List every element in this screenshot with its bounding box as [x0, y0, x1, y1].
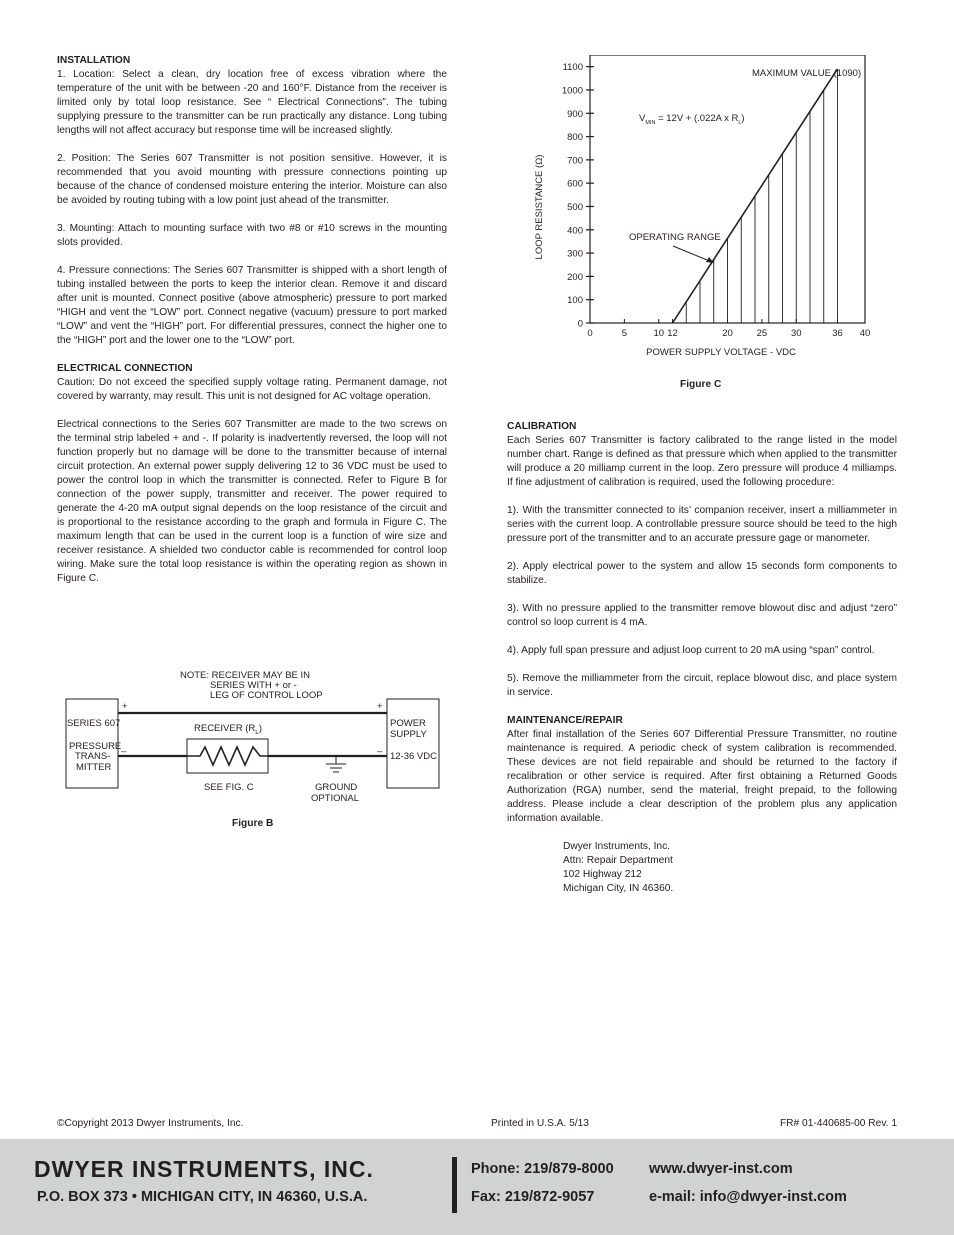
figure-b-caption: Figure B	[232, 818, 274, 829]
y-tick-label: 800	[567, 132, 583, 144]
electrical-heading: ELECTRICAL CONNECTION	[57, 363, 193, 374]
company-banner	[0, 1139, 954, 1235]
ground-label-line1: GROUND	[315, 782, 358, 793]
power-supply-box	[387, 699, 439, 788]
see-fig-c-label: SEE FIG. C	[204, 782, 254, 793]
repair-address	[563, 840, 897, 896]
footer-line	[57, 1118, 897, 1132]
website-link[interactable]: www.dwyer-inst.com	[649, 1161, 793, 1177]
fig-b-note-line1: NOTE: RECEIVER MAY BE IN	[180, 670, 311, 681]
receiver-label: RECEIVER $(R_L)$	[194, 723, 263, 736]
installation-location: 1. Location: Select a clean, dry location free of excess vibration where the temperature of the unit with be between -20 and 160°F. Distance from the receiver is limited only by total loop resistance. See “ Electrical Connections”. The tubing supplying pressure to the transmitter can be run practically any distance. Long tubing lengths will not affect accuracy but response time will be increased slightly.	[57, 69, 447, 136]
left-box-line4: MITTER	[76, 762, 112, 773]
x-tick-label: 5	[621, 328, 628, 339]
x-tick-label: 25	[756, 328, 768, 339]
email-link[interactable]: e-mail: info@dwyer-inst.com	[649, 1189, 847, 1205]
calibration-step2: 2). Apply electrical power to the system and allow 15 seconds form components to stabilize.	[507, 561, 897, 586]
right-box-line2: SUPPLY	[390, 729, 427, 740]
installation-position: 2. Position: The Series 607 Transmitter is not position sensitive. However, it is recommended that you avoid mounting with pressure connections pointing up because of the chance of condensed moisture entering the interior. Moisture can also be avoided by routing tubing with a low point just ahead of the transmitter.	[57, 153, 447, 206]
y-axis-label: LOOP RESISTANCE (Ω)	[534, 154, 545, 260]
address-line1: Dwyer Instruments, Inc.	[563, 841, 670, 852]
x-tick-label: 20	[722, 328, 733, 339]
left-box-line3: TRANS-	[75, 751, 111, 762]
figure-c-chart	[525, 55, 875, 365]
left-box-line1: SERIES 607	[67, 718, 121, 729]
x-tick-label: 12	[667, 328, 678, 339]
figure-c-caption: Figure C	[680, 379, 722, 390]
banner-divider	[452, 1157, 457, 1213]
y-tick-label: 1000	[561, 85, 583, 97]
calibration-step3: 3). With no pressure applied to the transmitter remove blowout disc and adjust “zero” control so loop current is 4 mA.	[507, 603, 897, 628]
y-tick-label: 300	[567, 248, 583, 260]
copyright: ©Copyright 2013 Dwyer Instruments, Inc.	[57, 1118, 244, 1129]
installation-mounting: 3. Mounting: Attach to mounting surface with two #8 or #10 screws in the mounting slots provided.	[57, 223, 447, 248]
calibration-step5: 5). Remove the milliammeter from the circuit, replace blowout disc, and place system in service.	[507, 673, 897, 698]
x-tick-label: 36	[832, 328, 843, 339]
fig-b-note-line3: LEG OF CONTROL LOOP	[210, 690, 323, 701]
resistor-symbol	[187, 747, 268, 765]
right-column	[507, 420, 897, 896]
ground-label-line2: OPTIONAL	[311, 793, 360, 804]
left-column	[57, 54, 447, 586]
right-minus: –	[377, 746, 383, 757]
operating-range-annotation: OPERATING RANGE	[629, 232, 721, 243]
y-tick-label: 600	[567, 178, 583, 190]
form-number: FR# 01-440685-00 Rev. 1	[779, 1118, 897, 1129]
installation-heading: INSTALLATION	[57, 55, 131, 66]
x-tick-label: 30	[790, 328, 802, 339]
right-box-line1: POWER	[390, 718, 426, 729]
calibration-intro: Each Series 607 Transmitter is factory calibrated to the range listed in the model number chart. Range is defined as that pressure which when applied to the transmitter will produce a 20 milliamp current in the loop. Zero pressure will produce 4 milliamps. If fine adjustment of calibration is required, used the following procedure:	[507, 435, 897, 488]
right-box-line3: 12-36 VDC	[390, 751, 437, 762]
x-axis-label: POWER SUPPLY VOLTAGE - VDC	[646, 347, 796, 358]
company-address: P.O. BOX 373 • MICHIGAN CITY, IN 46360, U.S.A.	[37, 1189, 368, 1205]
calibration-step4: 4). Apply full span pressure and adjust loop current to 20 mA using “span” control.	[507, 645, 875, 656]
y-tick-label: 900	[567, 108, 583, 120]
address-line2: Attn: Repair Department	[563, 855, 673, 866]
printed-in: Printed in U.S.A. 5/13	[491, 1118, 589, 1129]
maintenance-heading: MAINTENANCE/REPAIR	[507, 715, 623, 726]
formula-annotation: $V_{MIN} = 12V + (.022A$ x $R_L$)	[639, 113, 745, 126]
maintenance-body: After final installation of the Series 607 Differential Pressure Transmitter, no routine maintenance is required. A periodic check of system calibration is recommended. These devices are not field repairable and should be returned to the factory if recalibration or other service is required. After first obtaining a Returned Goods Authorization (RGA) number, send the material, freight prepaid, to the following address. Please include a clear description of the problem plus any application information available.	[507, 729, 897, 824]
y-tick-label: 100	[567, 295, 583, 307]
left-minus: –	[121, 746, 127, 757]
y-tick-label: 400	[567, 225, 583, 237]
y-tick-label: 200	[567, 271, 583, 283]
electrical-caution: Caution: Do not exceed the specified supply voltage rating. Permanent damage, not covered by warranty, may result. This unit is not designed for AC voltage operation.	[57, 377, 447, 402]
company-name: DWYER INSTRUMENTS, INC.	[34, 1156, 374, 1182]
calibration-step1: 1). With the transmitter connected to its’ companion receiver, insert a milliammeter in series with the current loop. A controllable pressure source should be teed to the high pressure port of the transmitter and to an accurate pressure gage or manometer.	[507, 505, 897, 544]
y-tick-label: 0	[577, 318, 583, 330]
x-tick-label: 40	[859, 328, 871, 339]
address-line4: Michigan City, IN 46360.	[563, 883, 674, 894]
electrical-body: Electrical connections to the Series 607 Transmitter are made to the two screws on the terminal strip labeled + and -. If polarity is inadvertently reversed, the loop will not function properly but no damage will be done to the transmitter because of internal circuit protection. An external power supply delivering 12 to 36 VDC must be used to power the control loop in which the transmitter is connected. Refer to Figure B for connection of the power supply, transmitter and receiver. The power required to generate the 4-20 mA output signal depends on the loop resistance of the circuit and is proportional to the resistance according to the graph and formula in Figure C. The maximum length that can be used in the current loop is a function of wire size and receiver resistance. A shielded two conductor cable is recommended for control loop wiring. Make sure the total loop resistance is within the operating region as shown in Figure C.	[57, 419, 447, 584]
max-value-annotation: MAXIMUM VALUE (1090)	[752, 68, 862, 79]
left-box-line2: PRESSURE	[69, 741, 122, 752]
operating-range-arrow	[673, 246, 712, 262]
installation-pressure-connections: 4. Pressure connections: The Series 607 Transmitter is shipped with a short length of tubing installed between the ports to keep the interior clean. Remove it and discard after unit is mounted. Connect positive (above atmospheric) pressure to port marked “HIGH and vent the “LOW” port. Connect negative (vacuum) pressure to port marked “LOW” and vent the “HIGH” port. For differential pressures, connect the higher one to the “HIGH” port and the lower one to the “LOW” port.	[57, 265, 447, 346]
phone-number: Phone: 219/879-8000	[471, 1161, 614, 1177]
y-tick-label: 700	[567, 155, 583, 167]
address-line3: 102 Highway 212	[563, 869, 642, 880]
right-plus: +	[377, 701, 383, 712]
left-plus: +	[122, 701, 128, 712]
x-tick-label: 10	[653, 328, 665, 339]
y-tick-label: 1100	[562, 62, 583, 74]
figure-b-wiring-diagram	[55, 660, 455, 820]
x-tick-label: 0	[587, 328, 593, 339]
fax-number: Fax: 219/872-9057	[471, 1189, 595, 1205]
y-tick-label: 500	[567, 201, 583, 213]
calibration-heading: CALIBRATION	[507, 421, 577, 432]
fig-b-note-line2: SERIES WITH + or -	[210, 680, 297, 691]
